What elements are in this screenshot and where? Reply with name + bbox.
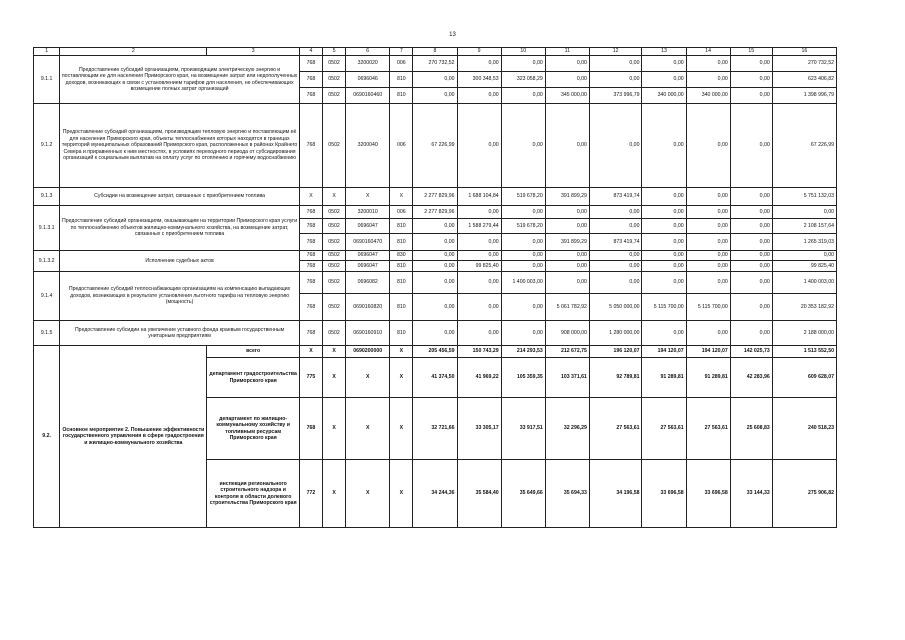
table-cell: 0,00 — [589, 251, 642, 261]
column-header: 15 — [730, 48, 772, 56]
table-cell: 768 — [299, 72, 322, 88]
table-cell: 1 688 104,84 — [457, 188, 501, 206]
table-cell: 768 — [299, 251, 322, 261]
row-number: 9.1.3.2 — [34, 251, 60, 272]
table-cell: 270 732,52 — [413, 56, 457, 72]
table-cell: 35 584,40 — [457, 460, 501, 528]
table-cell: X — [323, 358, 346, 398]
row-number: 9.1.1 — [34, 56, 60, 104]
executor-cell: всего — [207, 346, 299, 358]
column-header: 7 — [390, 48, 413, 56]
table-cell: 810 — [390, 321, 413, 346]
table-cell: 1 280 000,00 — [589, 321, 642, 346]
table-cell: 0,00 — [413, 72, 457, 88]
row-number: 9.1.4 — [34, 272, 60, 321]
table-cell: 1 265 319,03 — [772, 234, 836, 251]
row-description: Предоставление субсидий теплоснабжающим организациям на компенсацию выпадающих доходов, возникающих в результате установления льготного тарифа на тепловую энергию (мощность) — [60, 272, 300, 321]
table-cell: 0,00 — [686, 321, 730, 346]
column-header: 6 — [346, 48, 390, 56]
table-cell: 006 — [390, 104, 413, 188]
table-cell: 91 289,81 — [686, 358, 730, 398]
table-cell: 0,00 — [772, 206, 836, 219]
table-row — [34, 251, 837, 261]
table-cell: X — [323, 346, 346, 358]
table-cell: 0,00 — [413, 219, 457, 234]
table-cell: 609 628,07 — [772, 358, 836, 398]
table-cell: 0,00 — [642, 272, 686, 294]
table-cell: 810 — [390, 272, 413, 294]
table-cell: 32 721,66 — [413, 398, 457, 460]
table-cell: 205 456,59 — [413, 346, 457, 358]
table-cell: 0,00 — [642, 321, 686, 346]
table-cell: 768 — [299, 206, 322, 219]
table-cell: 0,00 — [501, 251, 545, 261]
table-cell: 772 — [299, 460, 322, 528]
table-cell: 810 — [390, 261, 413, 272]
table-cell: 0,00 — [730, 88, 772, 104]
table-cell: 0690160820 — [346, 294, 390, 321]
column-header: 11 — [545, 48, 589, 56]
table-cell: 103 371,61 — [545, 358, 589, 398]
row-number: 9.1.5 — [34, 321, 60, 346]
table-cell: 0,00 — [686, 206, 730, 219]
row-description: Предоставление субсидии на увеличение уставного фонда краевым государственным унитарным предприятиям — [60, 321, 300, 346]
table-cell: 0,00 — [501, 88, 545, 104]
table-cell: 275 906,82 — [772, 460, 836, 528]
table-cell: 32 296,29 — [545, 398, 589, 460]
table-cell: 0,00 — [642, 219, 686, 234]
table-cell: 830 — [390, 251, 413, 261]
table-row — [34, 321, 837, 346]
table-cell: 810 — [390, 72, 413, 88]
row-number: 9.1.2 — [34, 104, 60, 188]
table-cell: 0502 — [323, 272, 346, 294]
table-cell: 33 305,17 — [457, 398, 501, 460]
table-cell: 99 825,40 — [772, 261, 836, 272]
column-header-row — [34, 48, 837, 56]
table-cell: 0,00 — [730, 272, 772, 294]
table-cell: 25 608,83 — [730, 398, 772, 460]
row-number: 9.2. — [34, 346, 60, 528]
table-cell: 3200020 — [346, 56, 390, 72]
table-cell: 0,00 — [545, 104, 589, 188]
table-row — [34, 206, 837, 219]
table-row — [34, 104, 837, 188]
table-cell: 0,00 — [501, 104, 545, 188]
table-cell: 150 743,29 — [457, 346, 501, 358]
table-cell: X — [346, 188, 390, 206]
table-cell: 0,00 — [501, 206, 545, 219]
table-cell: X — [346, 398, 390, 460]
table-cell: 0,00 — [642, 206, 686, 219]
table-cell: 0,00 — [730, 294, 772, 321]
table-cell: 0502 — [323, 56, 346, 72]
table-cell: 0,00 — [686, 234, 730, 251]
table-cell: 0696047 — [346, 251, 390, 261]
table-cell: 391 899,29 — [545, 188, 589, 206]
table-cell: 391 899,29 — [545, 234, 589, 251]
table-cell: 0,00 — [501, 261, 545, 272]
table-cell: 0,00 — [730, 261, 772, 272]
table-cell: 0,00 — [686, 72, 730, 88]
table-cell: 0,00 — [589, 72, 642, 88]
table-cell: 34 244,36 — [413, 460, 457, 528]
table-cell: 0,00 — [545, 261, 589, 272]
table-cell: 0,00 — [413, 261, 457, 272]
table-cell: X — [299, 188, 322, 206]
table-cell: 0,00 — [589, 104, 642, 188]
column-header: 5 — [323, 48, 346, 56]
table-cell: 768 — [299, 321, 322, 346]
table-cell: 41 374,50 — [413, 358, 457, 398]
table-cell: 0502 — [323, 294, 346, 321]
table-cell: 0,00 — [413, 321, 457, 346]
table-cell: 0,00 — [413, 272, 457, 294]
table-cell: 0,00 — [686, 272, 730, 294]
table-cell: X — [390, 346, 413, 358]
table-cell: 0,00 — [730, 56, 772, 72]
table-cell: 519 678,20 — [501, 188, 545, 206]
table-cell: 0,00 — [457, 251, 501, 261]
table-cell: 0,00 — [589, 219, 642, 234]
column-header: 3 — [207, 48, 299, 56]
table-cell: 768 — [299, 234, 322, 251]
table-cell: 212 672,75 — [545, 346, 589, 358]
table-cell: 0,00 — [457, 88, 501, 104]
table-cell: 35 649,66 — [501, 460, 545, 528]
column-header: 2 — [60, 48, 207, 56]
table-cell: 20 353 182,92 — [772, 294, 836, 321]
table-cell: 340 000,00 — [686, 88, 730, 104]
column-header: 14 — [686, 48, 730, 56]
column-header: 16 — [772, 48, 836, 56]
table-cell: 0,00 — [686, 104, 730, 188]
table-cell: 768 — [299, 219, 322, 234]
table-cell: X — [346, 460, 390, 528]
table-cell: 0,00 — [730, 104, 772, 188]
row-description: Предоставление субсидий организациям, оказывающим на территории Приморского края услуги по теплоснабжению объектов жилищно-коммунального хозяйства, на возмещение затрат, связанных с приобретением топлива — [60, 206, 300, 251]
table-cell: 0,00 — [501, 234, 545, 251]
table-cell: 3200040 — [346, 104, 390, 188]
column-header: 8 — [413, 48, 457, 56]
table-row — [34, 188, 837, 206]
table-cell: 768 — [299, 104, 322, 188]
table-cell: 810 — [390, 219, 413, 234]
table-cell: 0,00 — [545, 251, 589, 261]
table-cell: 0690160910 — [346, 321, 390, 346]
table-cell: 0,00 — [730, 321, 772, 346]
table-cell: 0,00 — [501, 294, 545, 321]
table-cell: 0690160460 — [346, 88, 390, 104]
table-cell: 006 — [390, 206, 413, 219]
table-cell: 0502 — [323, 234, 346, 251]
table-cell: 5 061 782,92 — [545, 294, 589, 321]
table-cell: 0502 — [323, 206, 346, 219]
table-cell: 0,00 — [457, 321, 501, 346]
table-cell: 623 406,82 — [772, 72, 836, 88]
table-cell: 0,00 — [501, 321, 545, 346]
table-cell: 1 513 552,50 — [772, 346, 836, 358]
table-cell: 323 058,29 — [501, 72, 545, 88]
table-cell: 0,00 — [545, 272, 589, 294]
table-cell: 1 400 003,00 — [772, 272, 836, 294]
table-cell: 2 108 157,64 — [772, 219, 836, 234]
column-header: 4 — [299, 48, 322, 56]
table-cell: 105 359,35 — [501, 358, 545, 398]
table-cell: 5 115 700,00 — [686, 294, 730, 321]
table-cell: 0502 — [323, 72, 346, 88]
table-cell: 0696047 — [346, 261, 390, 272]
table-cell: 373 996,79 — [589, 88, 642, 104]
table-cell: 0,00 — [589, 272, 642, 294]
table-cell: X — [390, 398, 413, 460]
table-cell: 0,00 — [545, 72, 589, 88]
table-cell: X — [390, 188, 413, 206]
table-cell: 768 — [299, 56, 322, 72]
table-cell: 0,00 — [457, 272, 501, 294]
table-cell: 0502 — [323, 104, 346, 188]
table-cell: 0690160470 — [346, 234, 390, 251]
column-header: 1 — [34, 48, 60, 56]
table-cell: 0,00 — [457, 56, 501, 72]
table-cell: 142 025,73 — [730, 346, 772, 358]
table-cell: 0,00 — [730, 188, 772, 206]
table-cell: 5 050 000,00 — [589, 294, 642, 321]
table-cell: 27 563,61 — [686, 398, 730, 460]
table-cell: X — [346, 358, 390, 398]
row-description: Предоставление субсидий организациям, производящим электрическую энергию и поставляющим ее для населения Приморского края, на возмещение затрат или недополученных доходов, возникающих в связи с установлением тарифов для населения, не обеспечивающих возмещение полных затрат организаций — [60, 56, 300, 104]
table-cell: 194 120,07 — [642, 346, 686, 358]
row-description: Субсидии на возмещение затрат, связанных с приобретением топлива — [60, 188, 300, 206]
table-cell: 1 588 279,44 — [457, 219, 501, 234]
table-cell: 0502 — [323, 88, 346, 104]
table-cell: 0,00 — [457, 206, 501, 219]
table-cell: 0,00 — [772, 251, 836, 261]
table-cell: 33 696,58 — [686, 460, 730, 528]
table-cell: 0690200000 — [346, 346, 390, 358]
table-cell: 768 — [299, 272, 322, 294]
executor-cell: департамент по жилищно-коммунальному хозяйству и топливным ресурсам Приморского края — [207, 398, 299, 460]
table-cell: 194 120,07 — [686, 346, 730, 358]
table-cell: X — [390, 460, 413, 528]
table-row — [34, 56, 837, 72]
table-cell: 67 226,99 — [413, 104, 457, 188]
table-cell: 0,00 — [642, 251, 686, 261]
table-cell: 0,00 — [642, 188, 686, 206]
table-cell: 33 696,58 — [642, 460, 686, 528]
table-cell: X — [323, 460, 346, 528]
table-cell: 908 000,00 — [545, 321, 589, 346]
table-cell: 0,00 — [730, 219, 772, 234]
table-cell: 42 283,96 — [730, 358, 772, 398]
executor-cell: инспекция регионального строительного надзора и контроля в области долевого строительства Приморского края — [207, 460, 299, 528]
table-cell: 0,00 — [686, 56, 730, 72]
table-row — [34, 346, 837, 358]
row-description: Исполнение судебных актов — [60, 251, 300, 272]
table-cell: 0,00 — [642, 72, 686, 88]
table-cell: 35 694,33 — [545, 460, 589, 528]
table-cell: 1 400 003,00 — [501, 272, 545, 294]
table-cell: 0,00 — [545, 206, 589, 219]
table-cell: 0,00 — [642, 56, 686, 72]
table-cell: 519 678,20 — [501, 219, 545, 234]
table-cell: 5 115 700,00 — [642, 294, 686, 321]
table-cell: 92 789,81 — [589, 358, 642, 398]
table-cell: 810 — [390, 234, 413, 251]
table-cell: 768 — [299, 88, 322, 104]
budget-table — [33, 47, 837, 528]
table-cell: 33 917,51 — [501, 398, 545, 460]
table-cell: 768 — [299, 294, 322, 321]
table-cell: X — [390, 358, 413, 398]
table-cell: 0,00 — [686, 261, 730, 272]
table-cell: 41 969,22 — [457, 358, 501, 398]
row-number: 9.1.3 — [34, 188, 60, 206]
row-description: Основное мероприятие 2. Повышение эффективности государственного управления в сфере градостроения и жилищно-коммунального хозяйства — [60, 346, 207, 528]
table-cell: 2 277 829,96 — [413, 188, 457, 206]
table-cell: 0,00 — [642, 104, 686, 188]
table-cell: 0,00 — [545, 56, 589, 72]
table-cell: 0,00 — [457, 234, 501, 251]
table-cell: 0,00 — [686, 188, 730, 206]
table-cell: 810 — [390, 294, 413, 321]
table-cell: 873 419,74 — [589, 234, 642, 251]
table-cell: 3200010 — [346, 206, 390, 219]
table-cell: 0,00 — [730, 206, 772, 219]
table-cell: 27 563,61 — [589, 398, 642, 460]
table-cell: 0,00 — [413, 251, 457, 261]
table-cell: 0502 — [323, 219, 346, 234]
table-cell: 340 000,00 — [642, 88, 686, 104]
table-cell: 0,00 — [501, 56, 545, 72]
table-cell: 0,00 — [730, 234, 772, 251]
table-cell: 810 — [390, 88, 413, 104]
table-cell: 0,00 — [413, 88, 457, 104]
table-cell: 0502 — [323, 261, 346, 272]
page-number: 13 — [449, 32, 456, 38]
table-cell: 0,00 — [730, 72, 772, 88]
table-cell: 0,00 — [457, 104, 501, 188]
table-cell: 006 — [390, 56, 413, 72]
table-cell: 0,00 — [413, 234, 457, 251]
table-cell: 91 289,81 — [642, 358, 686, 398]
table-cell: 0,00 — [413, 294, 457, 321]
table-cell: 768 — [299, 261, 322, 272]
table-cell: 5 751 132,03 — [772, 188, 836, 206]
table-cell: 1 398 996,79 — [772, 88, 836, 104]
table-cell: 240 518,23 — [772, 398, 836, 460]
table-cell: 99 825,40 — [457, 261, 501, 272]
table-cell: 768 — [299, 398, 322, 460]
table-cell: 27 563,61 — [642, 398, 686, 460]
table-cell: 2 188 000,00 — [772, 321, 836, 346]
table-cell: 873 419,74 — [589, 188, 642, 206]
table-cell: 0,00 — [686, 251, 730, 261]
table-cell: 775 — [299, 358, 322, 398]
table-cell: 0,00 — [457, 294, 501, 321]
table-cell: 0696047 — [346, 219, 390, 234]
table-cell: 300 348,53 — [457, 72, 501, 88]
row-description: Предоставление субсидий организациям, производящим тепловую энергию и поставляющим её для населения Приморского края, объекты теплоснабжения которых находятся в границах территорий муниципальных образований Приморского края, расположенных в районах Крайнего Севера и приравненных к ним местностях, в условиях переходного периода от субсидирования организаций к социальным выплатам на оплату услуг по отоплению и горячему водоснабжению — [60, 104, 300, 188]
table-cell: 0,00 — [686, 219, 730, 234]
table-cell: 0502 — [323, 321, 346, 346]
table-cell: 0,00 — [730, 251, 772, 261]
executor-cell: департамент градостроительства Приморского края — [207, 358, 299, 398]
table-cell: X — [299, 346, 322, 358]
table-cell: 0,00 — [642, 234, 686, 251]
table-cell: X — [323, 398, 346, 460]
table-cell: 0696082 — [346, 272, 390, 294]
table-cell: 0696046 — [346, 72, 390, 88]
column-header: 13 — [642, 48, 686, 56]
table-cell: 0,00 — [589, 261, 642, 272]
table-cell: 0502 — [323, 251, 346, 261]
table-cell: 34 196,58 — [589, 460, 642, 528]
table-cell: 67 226,99 — [772, 104, 836, 188]
column-header: 10 — [501, 48, 545, 56]
table-cell: 0,00 — [642, 261, 686, 272]
table-cell: 0,00 — [589, 206, 642, 219]
column-header: 12 — [589, 48, 642, 56]
table-cell: X — [323, 188, 346, 206]
table-cell: 214 293,53 — [501, 346, 545, 358]
table-cell: 0,00 — [589, 56, 642, 72]
table-cell: 196 120,07 — [589, 346, 642, 358]
table-cell: 270 732,52 — [772, 56, 836, 72]
column-header: 9 — [457, 48, 501, 56]
row-number: 9.1.3.1 — [34, 206, 60, 251]
table-row — [34, 272, 837, 294]
table-cell: 2 277 829,96 — [413, 206, 457, 219]
table-cell: 345 000,00 — [545, 88, 589, 104]
table-cell: 33 144,33 — [730, 460, 772, 528]
table-cell: 0,00 — [545, 219, 589, 234]
